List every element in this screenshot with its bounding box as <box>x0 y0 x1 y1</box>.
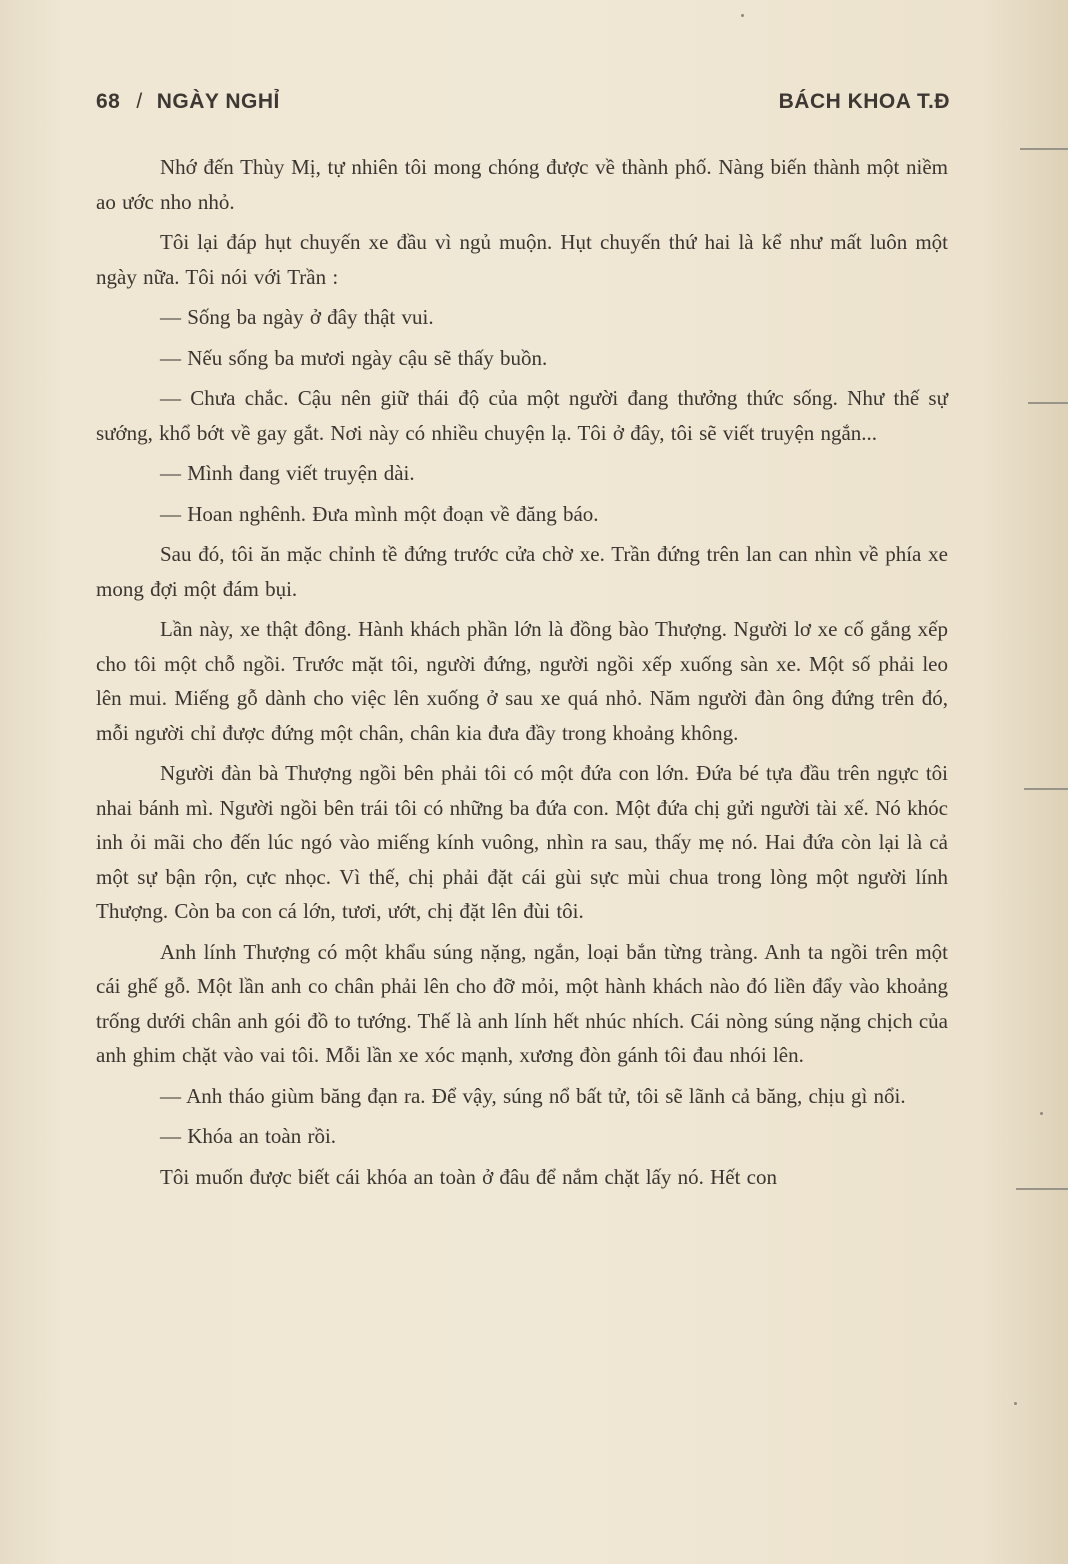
paper-speck <box>741 14 744 17</box>
page-number: 68 <box>96 90 121 113</box>
dialogue-line: — Sống ba ngày ở đây thật vui. <box>160 305 434 329</box>
paragraph: Tôi muốn được biết cái khóa an toàn ở đâu để nắm chặt lấy nó. Hết con <box>160 1164 777 1189</box>
paragraph: Anh lính Thượng có một khẩu súng nặng, ngắn, loại bắn từng tràng. Anh ta ngồi trên một cái ghế gỗ. Một lần anh co chân phải lên cho đỡ mỏi, một hành khách nào đó liền đẩy vào khoảng trống dưới chân anh gói đồ to tướng. Thế là anh lính hết nhúc nhích. Cái nòng súng nặng chịch của anh ghim chặt vào vai tôi. Mỗi lần xe xóc mạnh, xương đòn gánh tôi đau nhói lên. <box>96 939 948 1067</box>
running-header <box>96 90 950 120</box>
dialogue-line: — Mình đang viết truyện dài. <box>160 461 415 485</box>
margin-mark <box>1028 402 1068 404</box>
margin-mark <box>1024 788 1068 790</box>
publication-name: BÁCH KHOA T.Đ <box>778 90 950 113</box>
dialogue-line: — Chưa chắc. Cậu nên giữ thái độ của một người đang thưởng thức sống. Như thế sự sướng, khổ bớt về gay gắt. Nơi này có nhiều chuyện lạ. Tôi ở đây, tôi sẽ viết truyện ngắn... <box>96 386 948 445</box>
header-separator: / <box>136 90 143 113</box>
section-title: NGÀY NGHỈ <box>156 90 280 113</box>
dialogue-line: — Nếu sống ba mươi ngày cậu sẽ thấy buồn. <box>160 345 548 370</box>
dialogue-line: — Anh tháo giùm băng đạn ra. Để vậy, súng nổ bất tử, tôi sẽ lãnh cả băng, chịu gì nổi. <box>160 1083 906 1108</box>
paper-speck <box>1040 1112 1043 1115</box>
paragraph: Tôi lại đáp hụt chuyến xe đầu vì ngủ muộn. Hụt chuyến thứ hai là kể như mất luôn một ngày nữa. Tôi nói với Trần : <box>96 230 948 289</box>
paragraph: Nhớ đến Thùy Mị, tự nhiên tôi mong chóng được về thành phố. Nàng biến thành một niềm ao ước nho nhỏ. <box>96 155 948 214</box>
header-left <box>96 90 280 114</box>
paragraph: Sau đó, tôi ăn mặc chỉnh tề đứng trước cửa chờ xe. Trần đứng trên lan can nhìn về phía xe mong đợi một đám bụi. <box>96 542 948 601</box>
margin-mark <box>1016 1188 1068 1190</box>
paper-speck <box>1014 1402 1017 1405</box>
article-body <box>96 150 948 1200</box>
dialogue-line: — Khóa an toàn rồi. <box>160 1124 337 1148</box>
dialogue-line: — Hoan nghênh. Đưa mình một đoạn về đăng báo. <box>160 501 599 526</box>
paragraph: Người đàn bà Thượng ngồi bên phải tôi có một đứa con lớn. Đứa bé tựa đầu trên ngực tôi nhai bánh mì. Người ngồi bên trái tôi có những ba đứa con. Một đứa chị gửi người tài xế. Nó khóc inh ỏi mãi cho đến lúc ngó vào miếng kính vuông, nhìn ra sau, thấy mẹ nó. Hai đứa còn lại là cả một sự bận rộn, cực nhọc. Vì thế, chị phải đặt cái gùi sực mùi chua trong lòng một người lính Thượng. Còn ba con cá lớn, tươi, ướt, chị đặt lên đùi tôi. <box>96 761 948 923</box>
margin-mark <box>1020 148 1068 150</box>
paragraph: Lần này, xe thật đông. Hành khách phần lớn là đồng bào Thượng. Người lơ xe cố gắng xếp cho tôi một chỗ ngồi. Trước mặt tôi, người đứng, người ngồi xếp xuống sàn xe. Một số phải leo lên mui. Miếng gỗ dành cho việc lên xuống ở sau xe quá nhỏ. Năm người đàn ông đứng trên đó, mỗi người chỉ được đứng một chân, chân kia đưa đầy trong khoảng không. <box>96 617 948 745</box>
